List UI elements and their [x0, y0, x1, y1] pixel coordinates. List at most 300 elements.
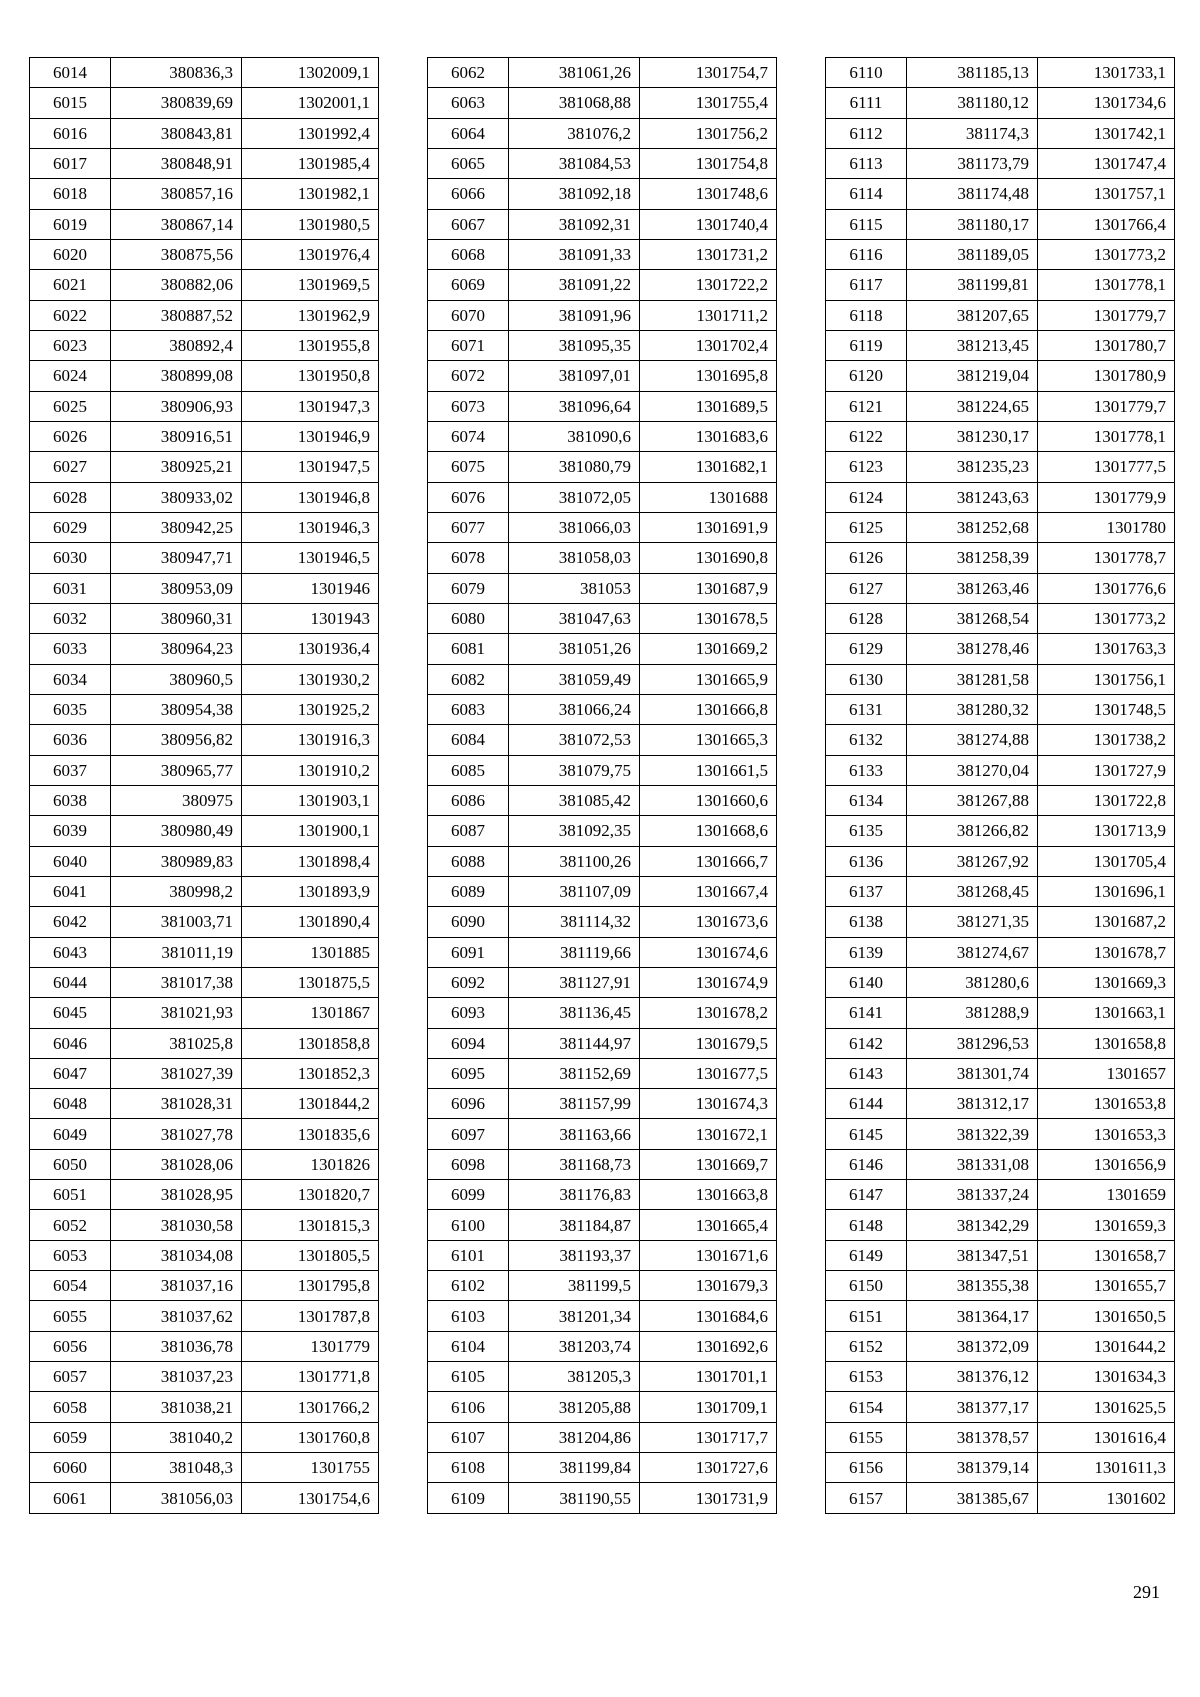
- table-row: [826, 998, 1175, 1028]
- x-coordinate-cell: 381173,79: [907, 148, 1038, 178]
- point-number-cell: 6031: [30, 573, 111, 603]
- x-coordinate-cell: 380882,06: [111, 270, 242, 300]
- table-row: [428, 816, 777, 846]
- table-row: [826, 482, 1175, 512]
- y-coordinate-cell: 1301858,8: [242, 1028, 379, 1058]
- y-coordinate-cell: 1301910,2: [242, 755, 379, 785]
- x-coordinate-cell: 381047,63: [509, 603, 640, 633]
- table-row: [428, 88, 777, 118]
- y-coordinate-cell: 1301893,9: [242, 876, 379, 906]
- point-number-cell: 6057: [30, 1362, 111, 1392]
- table-row: [826, 725, 1175, 755]
- x-coordinate-cell: 381027,78: [111, 1119, 242, 1149]
- point-number-cell: 6043: [30, 937, 111, 967]
- point-number-cell: 6045: [30, 998, 111, 1028]
- x-coordinate-cell: 381219,04: [907, 361, 1038, 391]
- point-number-cell: 6032: [30, 603, 111, 633]
- x-coordinate-cell: 380947,71: [111, 543, 242, 573]
- y-coordinate-cell: 1301778,1: [1038, 270, 1175, 300]
- table-row: [428, 603, 777, 633]
- table-row: [428, 482, 777, 512]
- y-coordinate-cell: 1301773,2: [1038, 239, 1175, 269]
- table-row: [428, 1149, 777, 1179]
- point-number-cell: 6108: [428, 1453, 509, 1483]
- y-coordinate-cell: 1301754,6: [242, 1483, 379, 1513]
- y-coordinate-cell: 1301780,9: [1038, 361, 1175, 391]
- x-coordinate-cell: 381059,49: [509, 664, 640, 694]
- point-number-cell: 6020: [30, 239, 111, 269]
- x-coordinate-cell: 381274,67: [907, 937, 1038, 967]
- point-number-cell: 6107: [428, 1422, 509, 1452]
- x-coordinate-cell: 381331,08: [907, 1149, 1038, 1179]
- point-number-cell: 6040: [30, 846, 111, 876]
- point-number-cell: 6156: [826, 1453, 907, 1483]
- y-coordinate-cell: 1301780: [1038, 512, 1175, 542]
- y-coordinate-cell: 1301705,4: [1038, 846, 1175, 876]
- table-row: [428, 907, 777, 937]
- y-coordinate-cell: 1301826: [242, 1149, 379, 1179]
- point-number-cell: 6153: [826, 1362, 907, 1392]
- point-number-cell: 6085: [428, 755, 509, 785]
- y-coordinate-cell: 1301687,2: [1038, 907, 1175, 937]
- x-coordinate-cell: 381342,29: [907, 1210, 1038, 1240]
- table-row: [30, 452, 379, 482]
- point-number-cell: 6078: [428, 543, 509, 573]
- point-number-cell: 6019: [30, 209, 111, 239]
- point-number-cell: 6056: [30, 1331, 111, 1361]
- table-row: [826, 270, 1175, 300]
- table-row: [428, 421, 777, 451]
- table-row: [30, 300, 379, 330]
- x-coordinate-cell: 381274,88: [907, 725, 1038, 755]
- y-coordinate-cell: 1301678,7: [1038, 937, 1175, 967]
- point-number-cell: 6124: [826, 482, 907, 512]
- x-coordinate-cell: 381180,17: [907, 209, 1038, 239]
- table-row: [428, 967, 777, 997]
- point-number-cell: 6097: [428, 1119, 509, 1149]
- point-number-cell: 6044: [30, 967, 111, 997]
- point-number-cell: 6048: [30, 1089, 111, 1119]
- table-row: [30, 907, 379, 937]
- point-number-cell: 6071: [428, 330, 509, 360]
- x-coordinate-cell: 381280,32: [907, 694, 1038, 724]
- x-coordinate-cell: 381021,93: [111, 998, 242, 1028]
- point-number-cell: 6074: [428, 421, 509, 451]
- x-coordinate-cell: 381355,38: [907, 1271, 1038, 1301]
- y-coordinate-cell: 1301900,1: [242, 816, 379, 846]
- x-coordinate-cell: 381084,53: [509, 148, 640, 178]
- table-row: [30, 1301, 379, 1331]
- table-row: [428, 1331, 777, 1361]
- point-number-cell: 6023: [30, 330, 111, 360]
- table-row: [30, 937, 379, 967]
- x-coordinate-cell: 381092,31: [509, 209, 640, 239]
- y-coordinate-cell: 1301682,1: [640, 452, 777, 482]
- y-coordinate-cell: 1301625,5: [1038, 1392, 1175, 1422]
- coordinates-table-3: [825, 57, 1175, 1514]
- y-coordinate-cell: 1301661,5: [640, 755, 777, 785]
- x-coordinate-cell: 381252,68: [907, 512, 1038, 542]
- point-number-cell: 6129: [826, 634, 907, 664]
- y-coordinate-cell: 1301658,7: [1038, 1240, 1175, 1270]
- table-row: [30, 1119, 379, 1149]
- table-row: [826, 967, 1175, 997]
- x-coordinate-cell: 381385,67: [907, 1483, 1038, 1513]
- point-number-cell: 6091: [428, 937, 509, 967]
- y-coordinate-cell: 1301722,2: [640, 270, 777, 300]
- y-coordinate-cell: 1301669,3: [1038, 967, 1175, 997]
- point-number-cell: 6126: [826, 543, 907, 573]
- point-number-cell: 6135: [826, 816, 907, 846]
- x-coordinate-cell: 381144,97: [509, 1028, 640, 1058]
- point-number-cell: 6111: [826, 88, 907, 118]
- table-row: [826, 1392, 1175, 1422]
- x-coordinate-cell: 380843,81: [111, 118, 242, 148]
- table-row: [826, 452, 1175, 482]
- point-number-cell: 6150: [826, 1271, 907, 1301]
- coordinates-table-2: [427, 57, 777, 1514]
- point-number-cell: 6088: [428, 846, 509, 876]
- y-coordinate-cell: 1301890,4: [242, 907, 379, 937]
- y-coordinate-cell: 1301982,1: [242, 179, 379, 209]
- x-coordinate-cell: 380848,91: [111, 148, 242, 178]
- x-coordinate-cell: 381061,26: [509, 58, 640, 88]
- x-coordinate-cell: 381243,63: [907, 482, 1038, 512]
- point-number-cell: 6099: [428, 1180, 509, 1210]
- table-row: [826, 664, 1175, 694]
- y-coordinate-cell: 1302009,1: [242, 58, 379, 88]
- table-row: [826, 603, 1175, 633]
- point-number-cell: 6127: [826, 573, 907, 603]
- point-number-cell: 6119: [826, 330, 907, 360]
- x-coordinate-cell: 380857,16: [111, 179, 242, 209]
- table-row: [428, 785, 777, 815]
- x-coordinate-cell: 381204,86: [509, 1422, 640, 1452]
- table-row: [30, 543, 379, 573]
- table-row: [826, 1210, 1175, 1240]
- y-coordinate-cell: 1301748,5: [1038, 694, 1175, 724]
- y-coordinate-cell: 1301776,6: [1038, 573, 1175, 603]
- table-row: [428, 846, 777, 876]
- point-number-cell: 6021: [30, 270, 111, 300]
- x-coordinate-cell: 381058,03: [509, 543, 640, 573]
- y-coordinate-cell: 1301731,2: [640, 239, 777, 269]
- y-coordinate-cell: 1301733,1: [1038, 58, 1175, 88]
- y-coordinate-cell: 1301795,8: [242, 1271, 379, 1301]
- y-coordinate-cell: 1301757,1: [1038, 179, 1175, 209]
- y-coordinate-cell: 1301672,1: [640, 1119, 777, 1149]
- table-row: [30, 1240, 379, 1270]
- y-coordinate-cell: 1301665,9: [640, 664, 777, 694]
- x-coordinate-cell: 380892,4: [111, 330, 242, 360]
- table-row: [30, 967, 379, 997]
- table-row: [428, 1058, 777, 1088]
- point-number-cell: 6136: [826, 846, 907, 876]
- table-row: [30, 846, 379, 876]
- table-row: [428, 1362, 777, 1392]
- x-coordinate-cell: 381199,84: [509, 1453, 640, 1483]
- x-coordinate-cell: 380899,08: [111, 361, 242, 391]
- table-row: [428, 1453, 777, 1483]
- point-number-cell: 6015: [30, 88, 111, 118]
- table-row: [30, 785, 379, 815]
- table-row: [826, 1362, 1175, 1392]
- point-number-cell: 6096: [428, 1089, 509, 1119]
- table-row: [30, 1453, 379, 1483]
- point-number-cell: 6082: [428, 664, 509, 694]
- x-coordinate-cell: 381107,09: [509, 876, 640, 906]
- y-coordinate-cell: 1301684,6: [640, 1301, 777, 1331]
- point-number-cell: 6086: [428, 785, 509, 815]
- point-number-cell: 6109: [428, 1483, 509, 1513]
- point-number-cell: 6083: [428, 694, 509, 724]
- x-coordinate-cell: 381048,3: [111, 1453, 242, 1483]
- y-coordinate-cell: 1301663,8: [640, 1180, 777, 1210]
- table-row: [826, 785, 1175, 815]
- point-number-cell: 6143: [826, 1058, 907, 1088]
- point-number-cell: 6145: [826, 1119, 907, 1149]
- table-row: [428, 937, 777, 967]
- x-coordinate-cell: 381203,74: [509, 1331, 640, 1361]
- y-coordinate-cell: 1301976,4: [242, 239, 379, 269]
- table-row: [30, 361, 379, 391]
- point-number-cell: 6039: [30, 816, 111, 846]
- table-row: [428, 634, 777, 664]
- y-coordinate-cell: 1301755,4: [640, 88, 777, 118]
- x-coordinate-cell: 381288,9: [907, 998, 1038, 1028]
- table-row: [30, 1362, 379, 1392]
- x-coordinate-cell: 381085,42: [509, 785, 640, 815]
- y-coordinate-cell: 1301690,8: [640, 543, 777, 573]
- table-row: [30, 391, 379, 421]
- y-coordinate-cell: 1301692,6: [640, 1331, 777, 1361]
- table-row: [428, 876, 777, 906]
- y-coordinate-cell: 1301779,7: [1038, 391, 1175, 421]
- point-number-cell: 6122: [826, 421, 907, 451]
- x-coordinate-cell: 380960,31: [111, 603, 242, 633]
- point-number-cell: 6018: [30, 179, 111, 209]
- y-coordinate-cell: 1301611,3: [1038, 1453, 1175, 1483]
- point-number-cell: 6065: [428, 148, 509, 178]
- y-coordinate-cell: 1301666,8: [640, 694, 777, 724]
- table-row: [30, 209, 379, 239]
- point-number-cell: 6067: [428, 209, 509, 239]
- x-coordinate-cell: 381136,45: [509, 998, 640, 1028]
- point-number-cell: 6049: [30, 1119, 111, 1149]
- y-coordinate-cell: 1301946,8: [242, 482, 379, 512]
- x-coordinate-cell: 381312,17: [907, 1089, 1038, 1119]
- y-coordinate-cell: 1301779,7: [1038, 300, 1175, 330]
- x-coordinate-cell: 381028,06: [111, 1149, 242, 1179]
- point-number-cell: 6084: [428, 725, 509, 755]
- point-number-cell: 6036: [30, 725, 111, 755]
- table-row: [826, 1149, 1175, 1179]
- x-coordinate-cell: 380887,52: [111, 300, 242, 330]
- y-coordinate-cell: 1301602: [1038, 1483, 1175, 1513]
- x-coordinate-cell: 380925,21: [111, 452, 242, 482]
- table-row: [428, 1240, 777, 1270]
- x-coordinate-cell: 381127,91: [509, 967, 640, 997]
- table-row: [428, 300, 777, 330]
- point-number-cell: 6080: [428, 603, 509, 633]
- y-coordinate-cell: 1301674,9: [640, 967, 777, 997]
- point-number-cell: 6066: [428, 179, 509, 209]
- y-coordinate-cell: 1301771,8: [242, 1362, 379, 1392]
- point-number-cell: 6106: [428, 1392, 509, 1422]
- x-coordinate-cell: 381337,24: [907, 1180, 1038, 1210]
- table-row: [826, 209, 1175, 239]
- y-coordinate-cell: 1301930,2: [242, 664, 379, 694]
- x-coordinate-cell: 381097,01: [509, 361, 640, 391]
- x-coordinate-cell: 381011,19: [111, 937, 242, 967]
- table-row: [30, 330, 379, 360]
- table-row: [826, 846, 1175, 876]
- point-number-cell: 6081: [428, 634, 509, 664]
- y-coordinate-cell: 1301673,6: [640, 907, 777, 937]
- y-coordinate-cell: 1301755: [242, 1453, 379, 1483]
- y-coordinate-cell: 1301689,5: [640, 391, 777, 421]
- x-coordinate-cell: 380964,23: [111, 634, 242, 664]
- point-number-cell: 6054: [30, 1271, 111, 1301]
- y-coordinate-cell: 1301677,5: [640, 1058, 777, 1088]
- x-coordinate-cell: 380916,51: [111, 421, 242, 451]
- table-row: [30, 179, 379, 209]
- y-coordinate-cell: 1301766,4: [1038, 209, 1175, 239]
- table-row: [826, 118, 1175, 148]
- point-number-cell: 6092: [428, 967, 509, 997]
- point-number-cell: 6061: [30, 1483, 111, 1513]
- point-number-cell: 6038: [30, 785, 111, 815]
- table-row: [826, 876, 1175, 906]
- x-coordinate-cell: 381280,6: [907, 967, 1038, 997]
- point-number-cell: 6110: [826, 58, 907, 88]
- table-row: [826, 1331, 1175, 1361]
- x-coordinate-cell: 381176,83: [509, 1180, 640, 1210]
- x-coordinate-cell: 381199,5: [509, 1271, 640, 1301]
- point-number-cell: 6060: [30, 1453, 111, 1483]
- table-row: [826, 907, 1175, 937]
- point-number-cell: 6090: [428, 907, 509, 937]
- y-coordinate-cell: 1301660,6: [640, 785, 777, 815]
- point-number-cell: 6120: [826, 361, 907, 391]
- point-number-cell: 6053: [30, 1240, 111, 1270]
- y-coordinate-cell: 1301946,9: [242, 421, 379, 451]
- y-coordinate-cell: 1301946,5: [242, 543, 379, 573]
- point-number-cell: 6146: [826, 1149, 907, 1179]
- y-coordinate-cell: 1301722,8: [1038, 785, 1175, 815]
- table-row: [30, 816, 379, 846]
- point-number-cell: 6037: [30, 755, 111, 785]
- x-coordinate-cell: 381053: [509, 573, 640, 603]
- point-number-cell: 6103: [428, 1301, 509, 1331]
- table-row: [30, 1422, 379, 1452]
- x-coordinate-cell: 381193,37: [509, 1240, 640, 1270]
- y-coordinate-cell: 1301875,5: [242, 967, 379, 997]
- x-coordinate-cell: 380956,82: [111, 725, 242, 755]
- y-coordinate-cell: 1301754,8: [640, 148, 777, 178]
- y-coordinate-cell: 1301711,2: [640, 300, 777, 330]
- y-coordinate-cell: 1301679,5: [640, 1028, 777, 1058]
- y-coordinate-cell: 1301778,1: [1038, 421, 1175, 451]
- point-number-cell: 6104: [428, 1331, 509, 1361]
- table-row: [30, 88, 379, 118]
- y-coordinate-cell: 1301756,2: [640, 118, 777, 148]
- y-coordinate-cell: 1301709,1: [640, 1392, 777, 1422]
- x-coordinate-cell: 381017,38: [111, 967, 242, 997]
- point-number-cell: 6155: [826, 1422, 907, 1452]
- x-coordinate-cell: 381364,17: [907, 1301, 1038, 1331]
- table-row: [826, 1453, 1175, 1483]
- y-coordinate-cell: 1301658,8: [1038, 1028, 1175, 1058]
- y-coordinate-cell: 1301740,4: [640, 209, 777, 239]
- x-coordinate-cell: 380836,3: [111, 58, 242, 88]
- point-number-cell: 6052: [30, 1210, 111, 1240]
- x-coordinate-cell: 381378,57: [907, 1422, 1038, 1452]
- y-coordinate-cell: 1301955,8: [242, 330, 379, 360]
- x-coordinate-cell: 381205,88: [509, 1392, 640, 1422]
- table-row: [428, 361, 777, 391]
- x-coordinate-cell: 381281,58: [907, 664, 1038, 694]
- y-coordinate-cell: 1301696,1: [1038, 876, 1175, 906]
- x-coordinate-cell: 381096,64: [509, 391, 640, 421]
- x-coordinate-cell: 381278,46: [907, 634, 1038, 664]
- x-coordinate-cell: 381301,74: [907, 1058, 1038, 1088]
- x-coordinate-cell: 381180,12: [907, 88, 1038, 118]
- point-number-cell: 6087: [428, 816, 509, 846]
- x-coordinate-cell: 381157,99: [509, 1089, 640, 1119]
- x-coordinate-cell: 380867,14: [111, 209, 242, 239]
- y-coordinate-cell: 1301669,7: [640, 1149, 777, 1179]
- x-coordinate-cell: 381076,2: [509, 118, 640, 148]
- x-coordinate-cell: 380875,56: [111, 239, 242, 269]
- table-row: [30, 603, 379, 633]
- point-number-cell: 6035: [30, 694, 111, 724]
- y-coordinate-cell: 1301669,2: [640, 634, 777, 664]
- x-coordinate-cell: 381040,2: [111, 1422, 242, 1452]
- point-number-cell: 6072: [428, 361, 509, 391]
- x-coordinate-cell: 381174,48: [907, 179, 1038, 209]
- point-number-cell: 6117: [826, 270, 907, 300]
- y-coordinate-cell: 1301674,6: [640, 937, 777, 967]
- y-coordinate-cell: 1301657: [1038, 1058, 1175, 1088]
- x-coordinate-cell: 381174,3: [907, 118, 1038, 148]
- y-coordinate-cell: 1301946: [242, 573, 379, 603]
- x-coordinate-cell: 381213,45: [907, 330, 1038, 360]
- x-coordinate-cell: 380954,38: [111, 694, 242, 724]
- y-coordinate-cell: 1301969,5: [242, 270, 379, 300]
- y-coordinate-cell: 1301992,4: [242, 118, 379, 148]
- y-coordinate-cell: 1301616,4: [1038, 1422, 1175, 1452]
- point-number-cell: 6113: [826, 148, 907, 178]
- table-row: [826, 179, 1175, 209]
- x-coordinate-cell: 380933,02: [111, 482, 242, 512]
- x-coordinate-cell: 380998,2: [111, 876, 242, 906]
- table-row: [428, 512, 777, 542]
- table-row: [428, 1089, 777, 1119]
- x-coordinate-cell: 381376,12: [907, 1362, 1038, 1392]
- table-row: [428, 725, 777, 755]
- x-coordinate-cell: 381271,35: [907, 907, 1038, 937]
- y-coordinate-cell: 1301679,3: [640, 1271, 777, 1301]
- point-number-cell: 6138: [826, 907, 907, 937]
- y-coordinate-cell: 1301683,6: [640, 421, 777, 451]
- point-number-cell: 6139: [826, 937, 907, 967]
- y-coordinate-cell: 1301731,9: [640, 1483, 777, 1513]
- table-row: [428, 998, 777, 1028]
- table-row: [30, 634, 379, 664]
- table-row: [826, 512, 1175, 542]
- table-row: [428, 1271, 777, 1301]
